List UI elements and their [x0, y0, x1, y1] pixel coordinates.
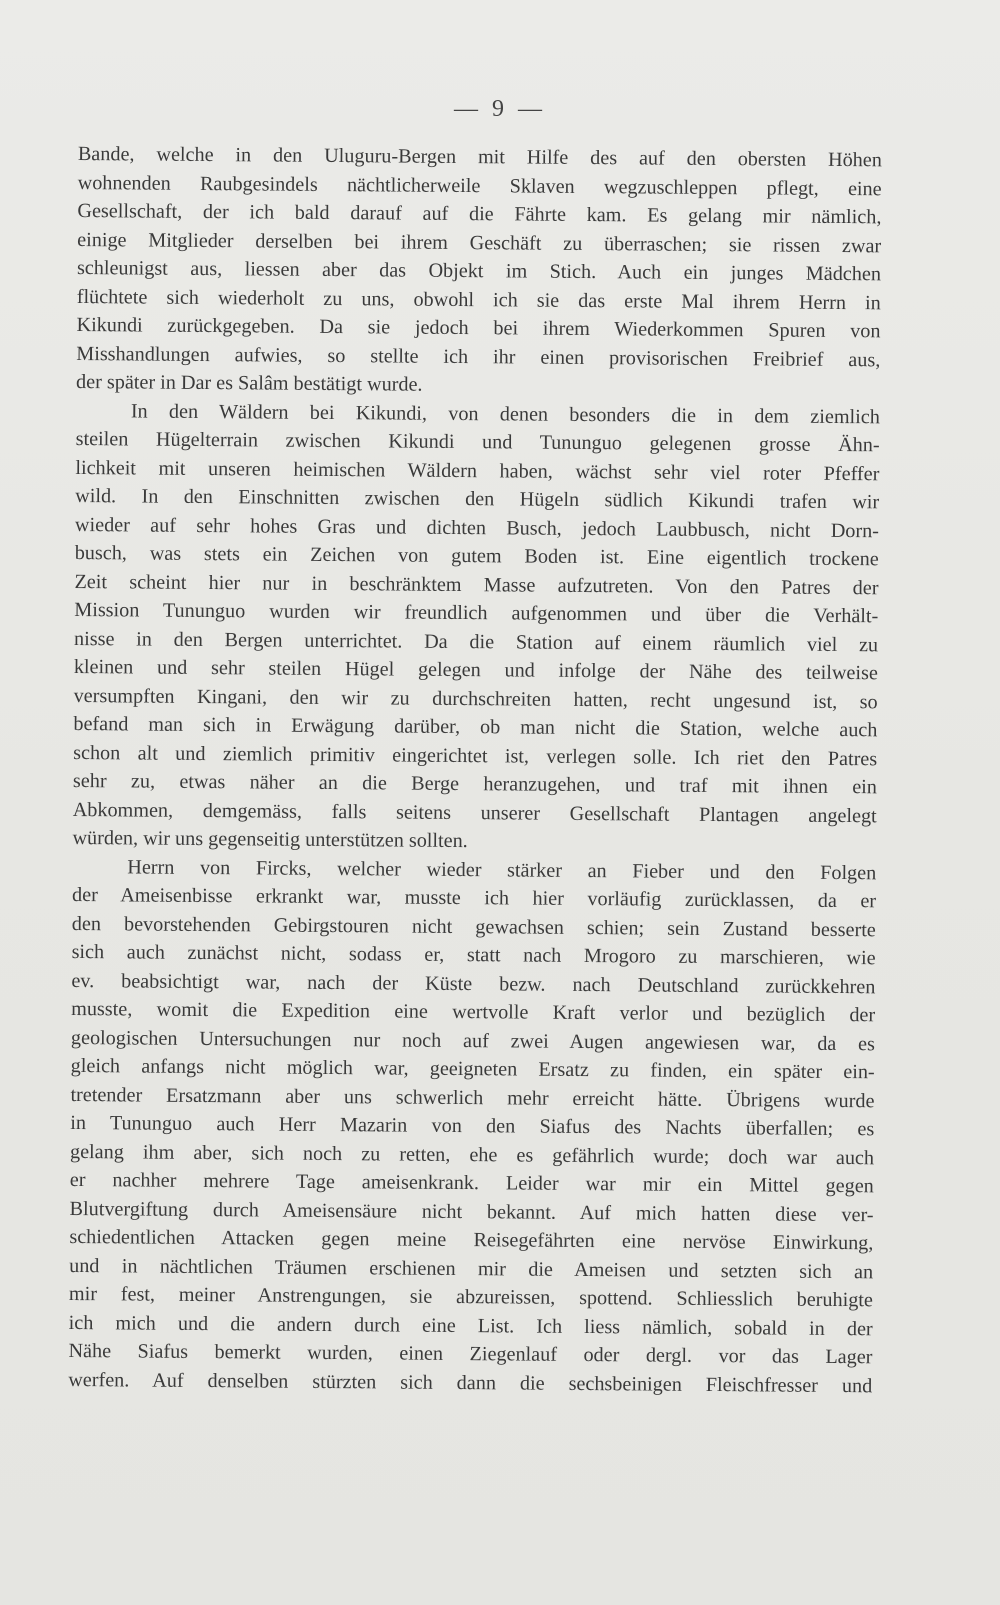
text-line: werfen. Auf denselben stürzten sich dann die sechsbeinigen Fleischfresser und: [68, 1368, 873, 1397]
text-line: steilen Hügelterrain zwischen Kikundi und Tununguo gelegenen grosse Ähn-: [75, 427, 880, 457]
text-line: kleinen und sehr steilen Hügel gelegen und infolge der Nähe des teilweise: [73, 655, 878, 685]
text-line: ich mich und die andern durch eine List. Ich liess nämlich, sobald in der: [68, 1311, 873, 1340]
text-line: Misshandlungen aufwies, so stellte ich ihr einen provisorischen Freibrief aus,: [76, 342, 881, 371]
text-line: Zeit scheint hier nur in beschränktem Masse aufzutreten. Von den Patres der: [74, 570, 879, 599]
text-line: wohnenden Raubgesindels nächtlicherweile Sklaven wegzuschleppen pflegt, eine: [77, 171, 882, 200]
text-line: schleunigst aus, liessen aber das Objekt im Stich. Auch ein junges Mädchen: [76, 256, 882, 286]
text-line: gleich anfangs nicht möglich war, geeigneten Ersatz zu finden, ein später ein-: [70, 1054, 875, 1084]
text-line: sehr zu, etwas näher an die Berge heranzugehen, und traf mit ihnen ein: [72, 769, 878, 799]
text-line: wild. In den Einschnitten zwischen den Hügeln südlich Kikundi trafen wir: [75, 484, 880, 514]
text-line: nisse in den Bergen unterrichtet. Da die Station auf einem räumlich viel zu: [73, 627, 879, 656]
text-line: geologischen Untersuchungen nur noch auf zwei Augen angewiesen war, da es: [70, 1026, 876, 1055]
text-line: Bande, welche in den Uluguru-Bergen mit Hilfe des auf den obersten Höhen: [77, 142, 882, 172]
text-line: der später in Dar es Salâm bestätigt wurde.: [76, 370, 423, 396]
text-line: mir fest, meiner Anstrengungen, sie abzureissen, spottend. Schliesslich beruhigte: [68, 1282, 873, 1312]
text-line: Herrn von Fircks, welcher wieder stärker an Fieber und den Folgen: [127, 855, 877, 884]
body-text: [68, 140, 882, 1400]
text-line: er nachher mehrere Tage ameisenkrank. Leider war mir ein Mittel gegen: [69, 1168, 874, 1198]
text-line: würden, wir uns gegenseitig unterstützen sollten.: [72, 826, 468, 853]
text-line: Kikundi zurückgegeben. Da sie jedoch bei ihrem Wiederkommen Spuren von: [76, 313, 881, 343]
text-line: versumpften Kingani, den wir zu durchschreiten hatten, recht ungesund ist, so: [73, 684, 878, 713]
text-line: musste, womit die Expedition eine wertvolle Kraft verlor und bezüglich der: [71, 997, 876, 1027]
text-line: Mission Tununguo wurden wir freundlich aufgenommen und über die Verhält-: [74, 598, 879, 628]
text-line: befand man sich in Erwägung darüber, ob man nicht die Station, welche auch: [73, 712, 878, 742]
text-line: Gesellschaft, der ich bald darauf auf die Fährte kam. Es gelang mir nämlich,: [77, 199, 882, 229]
text-line: flüchtete sich wiederholt zu uns, obwohl ich sie das erste Mal ihrem Herrn in: [76, 285, 881, 314]
text-line: Abkommen, demgemäss, falls seitens unserer Gesellschaft Plantagen angelegt: [72, 798, 877, 827]
text-line: in Tununguo auch Herr Mazarin von den Siafus des Nachts überfallen; es: [70, 1111, 875, 1141]
text-line: schiedentlichen Attacken gegen meine Reisegefährten eine nervöse Einwirkung,: [69, 1225, 874, 1255]
text-line: der Ameisenbisse erkrankt war, musste ich hier vorläufig zurücklassen, da er: [71, 883, 877, 913]
text-line: und in nächtlichen Träumen erschienen mir die Ameisen und setzten sich an: [69, 1254, 874, 1283]
text-line: sich auch zunächst nicht, sodass er, statt nach Mrogoro zu marschieren, wie: [71, 940, 876, 970]
text-line: lichkeit mit unseren heimischen Wäldern haben, wächst sehr viel roter Pfeffer: [75, 456, 880, 485]
text-line: Nähe Siafus bemerkt wurden, einen Ziegenlauf oder dergl. vor das Lager: [68, 1339, 873, 1369]
text-line: schon alt und ziemlich primitiv eingerichtet ist, verlegen solle. Ich riet den Patres: [73, 741, 878, 770]
text-line: tretender Ersatzmann aber uns schwerlich mehr erreicht hätte. Übrigens wurde: [70, 1083, 875, 1112]
text-line: gelang ihm aber, sich noch zu retten, ehe es gefährlich wurde; doch war auch: [69, 1140, 875, 1169]
text-line: busch, was stets ein Zeichen von gutem Boden ist. Eine eigentlich trockene: [74, 541, 879, 571]
text-line: ev. beabsichtigt war, nach der Küste bezw. nach Deutschland zurückkehren: [71, 969, 876, 998]
text-line: In den Wäldern bei Kikundi, von denen besonders die in dem ziemlich: [130, 399, 880, 428]
page-number: — 9 —: [454, 96, 546, 122]
text-line: wieder auf sehr hohes Gras und dichten Busch, jedoch Laubbusch, nicht Dorn-: [74, 513, 880, 542]
text-line: Blutvergiftung durch Ameisensäure nicht bekannt. Auf mich hatten diese ver-: [69, 1197, 874, 1226]
text-line: einige Mitglieder derselben bei ihrem Geschäft zu überraschen; sie rissen zwar: [77, 228, 882, 257]
text-line: den bevorstehenden Gebirgstouren nicht gewachsen schien; sein Zustand besserte: [71, 912, 876, 941]
